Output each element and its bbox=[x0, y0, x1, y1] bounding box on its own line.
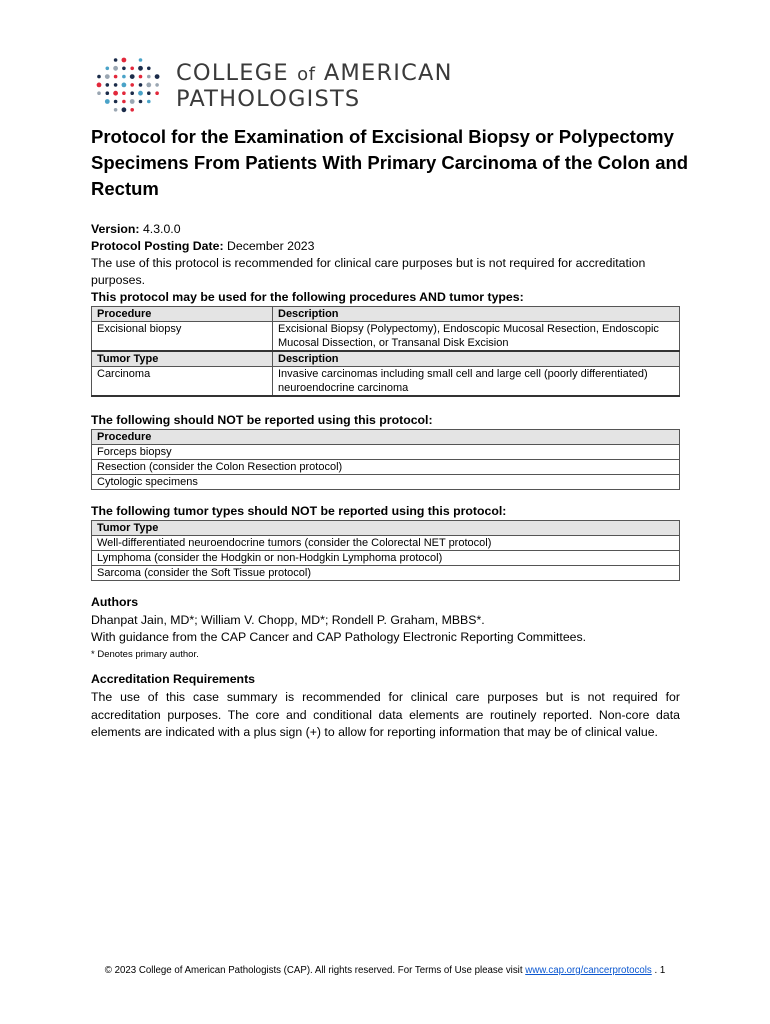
authors-heading: Authors bbox=[91, 595, 139, 609]
logo-dot bbox=[122, 75, 126, 79]
posting-date-value: December 2023 bbox=[226, 239, 315, 253]
table-row: Sarcoma (consider the Soft Tissue protocol) bbox=[92, 566, 680, 581]
logo-dot bbox=[122, 91, 126, 95]
logo-dot bbox=[155, 83, 159, 87]
procedure-description-cell: Excisional Biopsy (Polypectomy), Endoscopic Mucosal Resection, Endoscopic Mucosal Dissection, or Transanal Disk Excision bbox=[273, 322, 680, 352]
accreditation-text: The use of this case summary is recommended for clinical care purposes but is not required for accreditation purposes. The core and conditional data elements are routinely reported. Non-core data elements are indicated with a plus sign (+) to allow for reporting information that may be of clinical value. bbox=[91, 690, 680, 739]
logo-dot bbox=[114, 100, 118, 104]
logo-dot bbox=[97, 75, 101, 79]
logo-line1-a: COLLEGE bbox=[176, 60, 298, 86]
tumor-type-cell: Carcinoma bbox=[92, 367, 273, 397]
document-title: Protocol for the Examination of Excisional Biopsy or Polypectomy Specimens From Patients With Primary Carcinoma of the Colon and Rectum bbox=[91, 126, 689, 199]
footer-link[interactable]: www.cap.org/cancerprotocols bbox=[525, 965, 652, 976]
page-footer bbox=[0, 965, 770, 976]
not-procedures-header: Procedure bbox=[92, 430, 680, 445]
logo-dot bbox=[114, 83, 118, 87]
not-procedures-table bbox=[91, 429, 680, 490]
page-number: . 1 bbox=[651, 965, 666, 976]
logo-dot bbox=[122, 107, 127, 112]
logo-dot bbox=[155, 74, 160, 79]
logo-dot bbox=[130, 83, 134, 87]
tumor-type-header: Tumor Type bbox=[92, 351, 273, 367]
procedures-heading: This protocol may be used for the following procedures AND tumor types: bbox=[91, 290, 524, 304]
logo-dot bbox=[114, 75, 118, 79]
footer-copyright: © 2023 College of American Pathologists (CAP). All rights reserved. For Terms of Use please visit bbox=[104, 965, 526, 976]
logo-dot-grid-icon bbox=[94, 55, 164, 115]
table-row: Cytologic specimens bbox=[92, 475, 680, 490]
table-row: Forceps biopsy bbox=[92, 445, 680, 460]
not-procedures-heading: The following should NOT be reported using this protocol: bbox=[91, 413, 433, 427]
logo-dot bbox=[139, 83, 143, 87]
version-label: Version: bbox=[91, 222, 140, 236]
logo-line1-b: AMERICAN bbox=[315, 60, 453, 86]
table-row: Resection (consider the Colon Resection protocol) bbox=[92, 460, 680, 475]
description-header: Description bbox=[273, 307, 680, 322]
logo-dot bbox=[97, 83, 102, 88]
logo-dot bbox=[122, 83, 127, 88]
logo-dot bbox=[113, 91, 118, 96]
table-row: Well-differentiated neuroendocrine tumors (consider the Colorectal NET protocol) bbox=[92, 536, 680, 551]
logo-dot bbox=[130, 99, 135, 104]
logo-dot bbox=[130, 91, 134, 95]
tumor-description-header: Description bbox=[273, 351, 680, 367]
accreditation-heading: Accreditation Requirements bbox=[91, 672, 255, 686]
version-value: 4.3.0.0 bbox=[142, 222, 181, 236]
protocol-meta bbox=[91, 221, 691, 289]
logo-dot bbox=[106, 67, 110, 71]
logo-dot bbox=[147, 75, 151, 79]
logo-dot bbox=[113, 66, 118, 71]
logo-wordmark bbox=[176, 61, 453, 111]
use-note: The use of this protocol is recommended for clinical care purposes but is not required for accreditation purposes. bbox=[91, 256, 646, 287]
authors-block bbox=[91, 612, 680, 663]
table-row: Lymphoma (consider the Hodgkin or non-Hodgkin Lymphoma protocol) bbox=[92, 551, 680, 566]
logo-dot bbox=[155, 91, 159, 95]
logo-dot bbox=[147, 67, 151, 71]
authors-guidance: With guidance from the CAP Cancer and CAP Pathology Electronic Reporting Committees. bbox=[91, 630, 587, 644]
logo-dot bbox=[122, 58, 127, 63]
logo-dot bbox=[105, 99, 110, 104]
logo-dot bbox=[139, 58, 143, 62]
logo-dot bbox=[146, 83, 151, 88]
logo-dot bbox=[138, 66, 143, 71]
not-tumors-header: Tumor Type bbox=[92, 521, 680, 536]
logo-dot bbox=[130, 108, 134, 112]
logo-dot bbox=[114, 58, 118, 62]
logo-dot bbox=[105, 74, 110, 79]
logo-line2: PATHOLOGISTS bbox=[176, 86, 361, 112]
author-names: Dhanpat Jain, MD*; William V. Chopp, MD*; Rondell P. Graham, MBBS*. bbox=[91, 613, 485, 627]
logo-dot bbox=[147, 91, 151, 95]
logo-dot bbox=[139, 100, 143, 104]
procedure-header: Procedure bbox=[92, 307, 273, 322]
logo-dot bbox=[130, 67, 134, 71]
logo-dot bbox=[122, 67, 126, 71]
primary-author-note: * Denotes primary author. bbox=[91, 649, 199, 660]
logo-dot bbox=[147, 100, 151, 104]
logo-line1-of: of bbox=[297, 64, 316, 85]
posting-date-label: Protocol Posting Date: bbox=[91, 239, 224, 253]
logo-dot bbox=[139, 75, 143, 79]
logo-dot bbox=[114, 108, 118, 112]
procedure-cell: Excisional biopsy bbox=[92, 322, 273, 352]
not-tumors-table bbox=[91, 520, 680, 581]
logo-dot bbox=[130, 74, 135, 79]
procedures-table bbox=[91, 306, 680, 397]
not-tumors-heading: The following tumor types should NOT be reported using this protocol: bbox=[91, 504, 507, 518]
logo-dot bbox=[106, 83, 110, 87]
logo-dot bbox=[138, 91, 143, 96]
logo-dot bbox=[97, 91, 101, 95]
logo-dot bbox=[106, 91, 110, 95]
logo-dot bbox=[122, 100, 126, 104]
cap-logo bbox=[94, 55, 474, 115]
tumor-description-cell: Invasive carcinomas including small cell and large cell (poorly differentiated) neuroendocrine carcinoma bbox=[273, 367, 680, 397]
